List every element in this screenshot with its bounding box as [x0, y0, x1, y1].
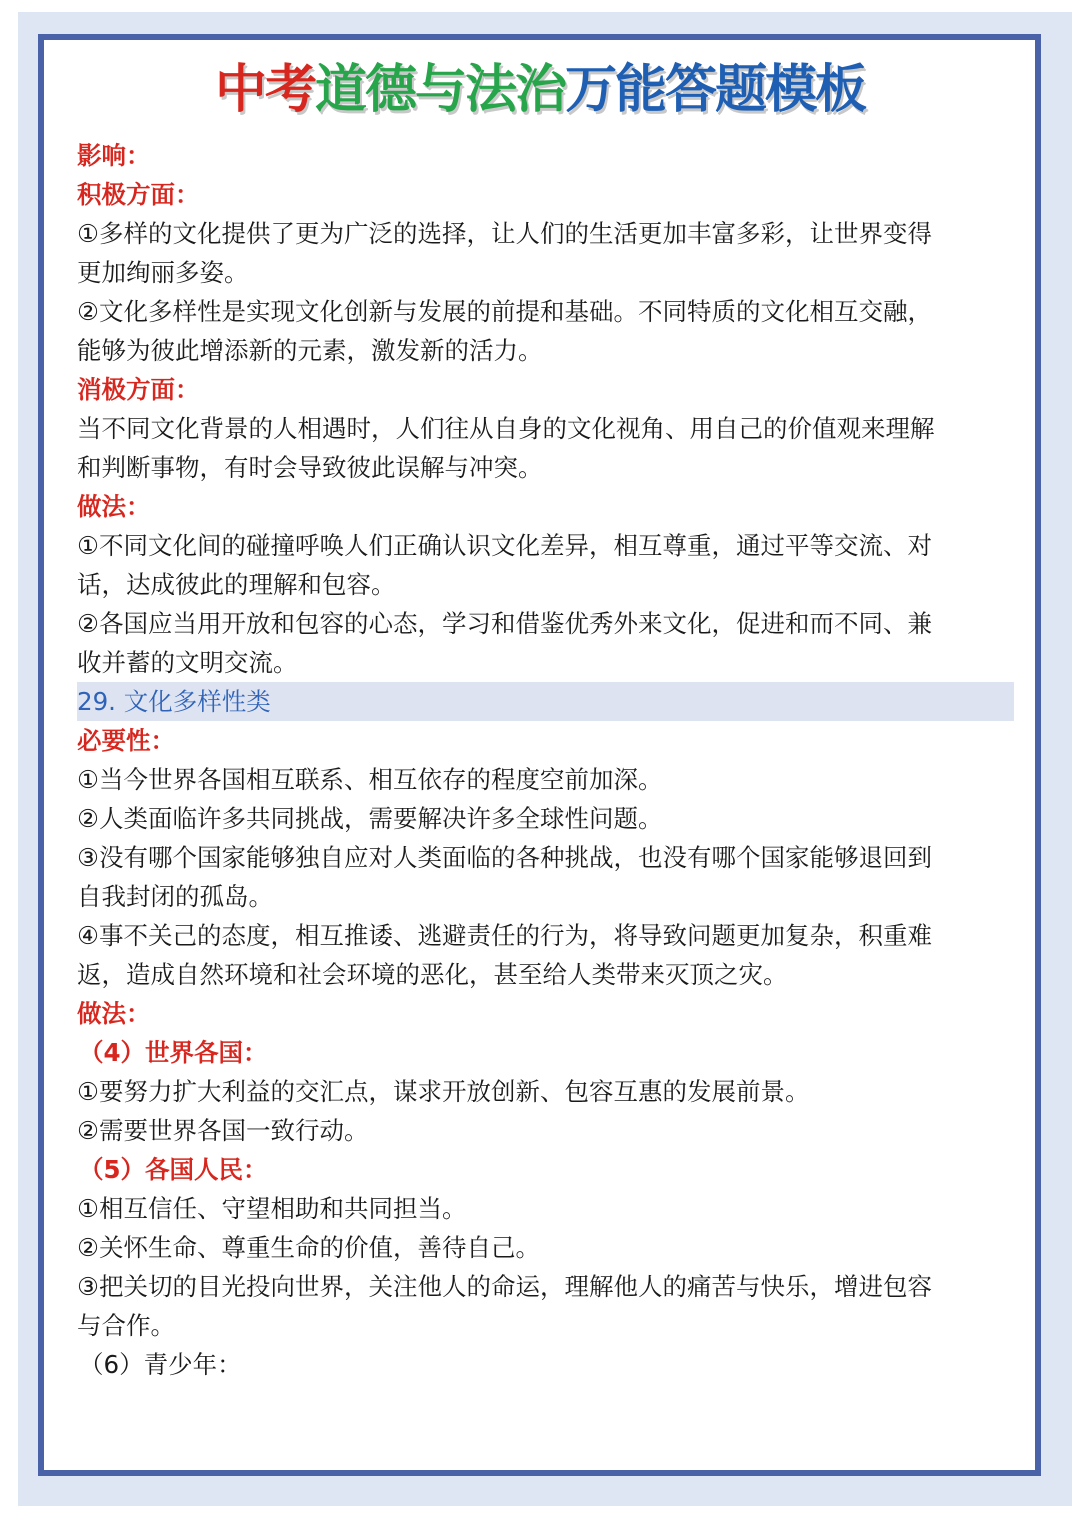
page-title [0, 50, 1080, 130]
section-heading: 做法： [77, 999, 151, 1028]
text-line: ②文化多样性是实现文化创新与发展的前提和基础。不同特质的文化相互交融， [77, 297, 932, 326]
title-part-3: 万能答题模板 [565, 60, 866, 120]
document-body [77, 136, 1017, 1384]
sub-heading: （5）各国人民： [79, 1155, 268, 1184]
text-line: ③没有哪个国家能够独自应对人类面临的各种挑战，也没有哪个国家能够退回到 [77, 843, 932, 872]
text-line: ①相互信任、守望相助和共同担当。 [77, 1194, 467, 1223]
text-line: ②人类面临许多共同挑战，需要解决许多全球性问题。 [77, 804, 663, 833]
section-heading: 消极方面： [77, 375, 200, 404]
text-line: ①不同文化间的碰撞呼唤人们正确认识文化差异，相互尊重，通过平等交流、对 [77, 531, 932, 560]
text-line: 话，达成彼此的理解和包容。 [77, 570, 396, 599]
text-line: 自我封闭的孤岛。 [77, 882, 273, 911]
text-line: ②各国应当用开放和包容的心态，学习和借鉴优秀外来文化，促进和而不同、兼 [77, 609, 932, 638]
text-line: 返，造成自然环境和社会环境的恶化，甚至给人类带来灭顶之灾。 [77, 960, 788, 989]
text-line: 收并蓄的文明交流。 [77, 648, 298, 677]
text-line: 和判断事物，有时会导致彼此误解与冲突。 [77, 453, 543, 482]
text-line: 更加绚丽多姿。 [77, 258, 249, 287]
section-banner: 29. 文化多样性类 [77, 682, 1014, 721]
text-line: 能够为彼此增添新的元素，激发新的活力。 [77, 336, 543, 365]
text-line: ②关怀生命、尊重生命的价值，善待自己。 [77, 1233, 540, 1262]
text-line: ①当今世界各国相互联系、相互依存的程度空前加深。 [77, 765, 663, 794]
text-line: ④事不关己的态度，相互推诿、逃避责任的行为，将导致问题更加复杂，积重难 [77, 921, 932, 950]
section-heading: 积极方面： [77, 180, 200, 209]
text-line: 与合作。 [77, 1311, 175, 1340]
text-line: ①多样的文化提供了更为广泛的选择，让人们的生活更加丰富多彩，让世界变得 [77, 219, 932, 248]
section-heading: 必要性： [77, 726, 175, 755]
sub-heading: （6）青少年： [79, 1350, 242, 1379]
title-part-1: 中考 [214, 60, 315, 120]
text-line: 当不同文化背景的人相遇时，人们往从自身的文化视角、用自己的价值观来理解 [77, 414, 935, 443]
section-heading: 做法： [77, 492, 151, 521]
text-line: ②需要世界各国一致行动。 [77, 1116, 369, 1145]
section-heading: 影响： [77, 141, 151, 170]
sub-heading: （4）世界各国： [79, 1038, 268, 1067]
title-part-2: 道德与法治 [314, 60, 565, 120]
text-line: ①要努力扩大利益的交汇点，谋求开放创新、包容互惠的发展前景。 [77, 1077, 810, 1106]
text-line: ③把关切的目光投向世界，关注他人的命运，理解他人的痛苦与快乐，增进包容 [77, 1272, 932, 1301]
